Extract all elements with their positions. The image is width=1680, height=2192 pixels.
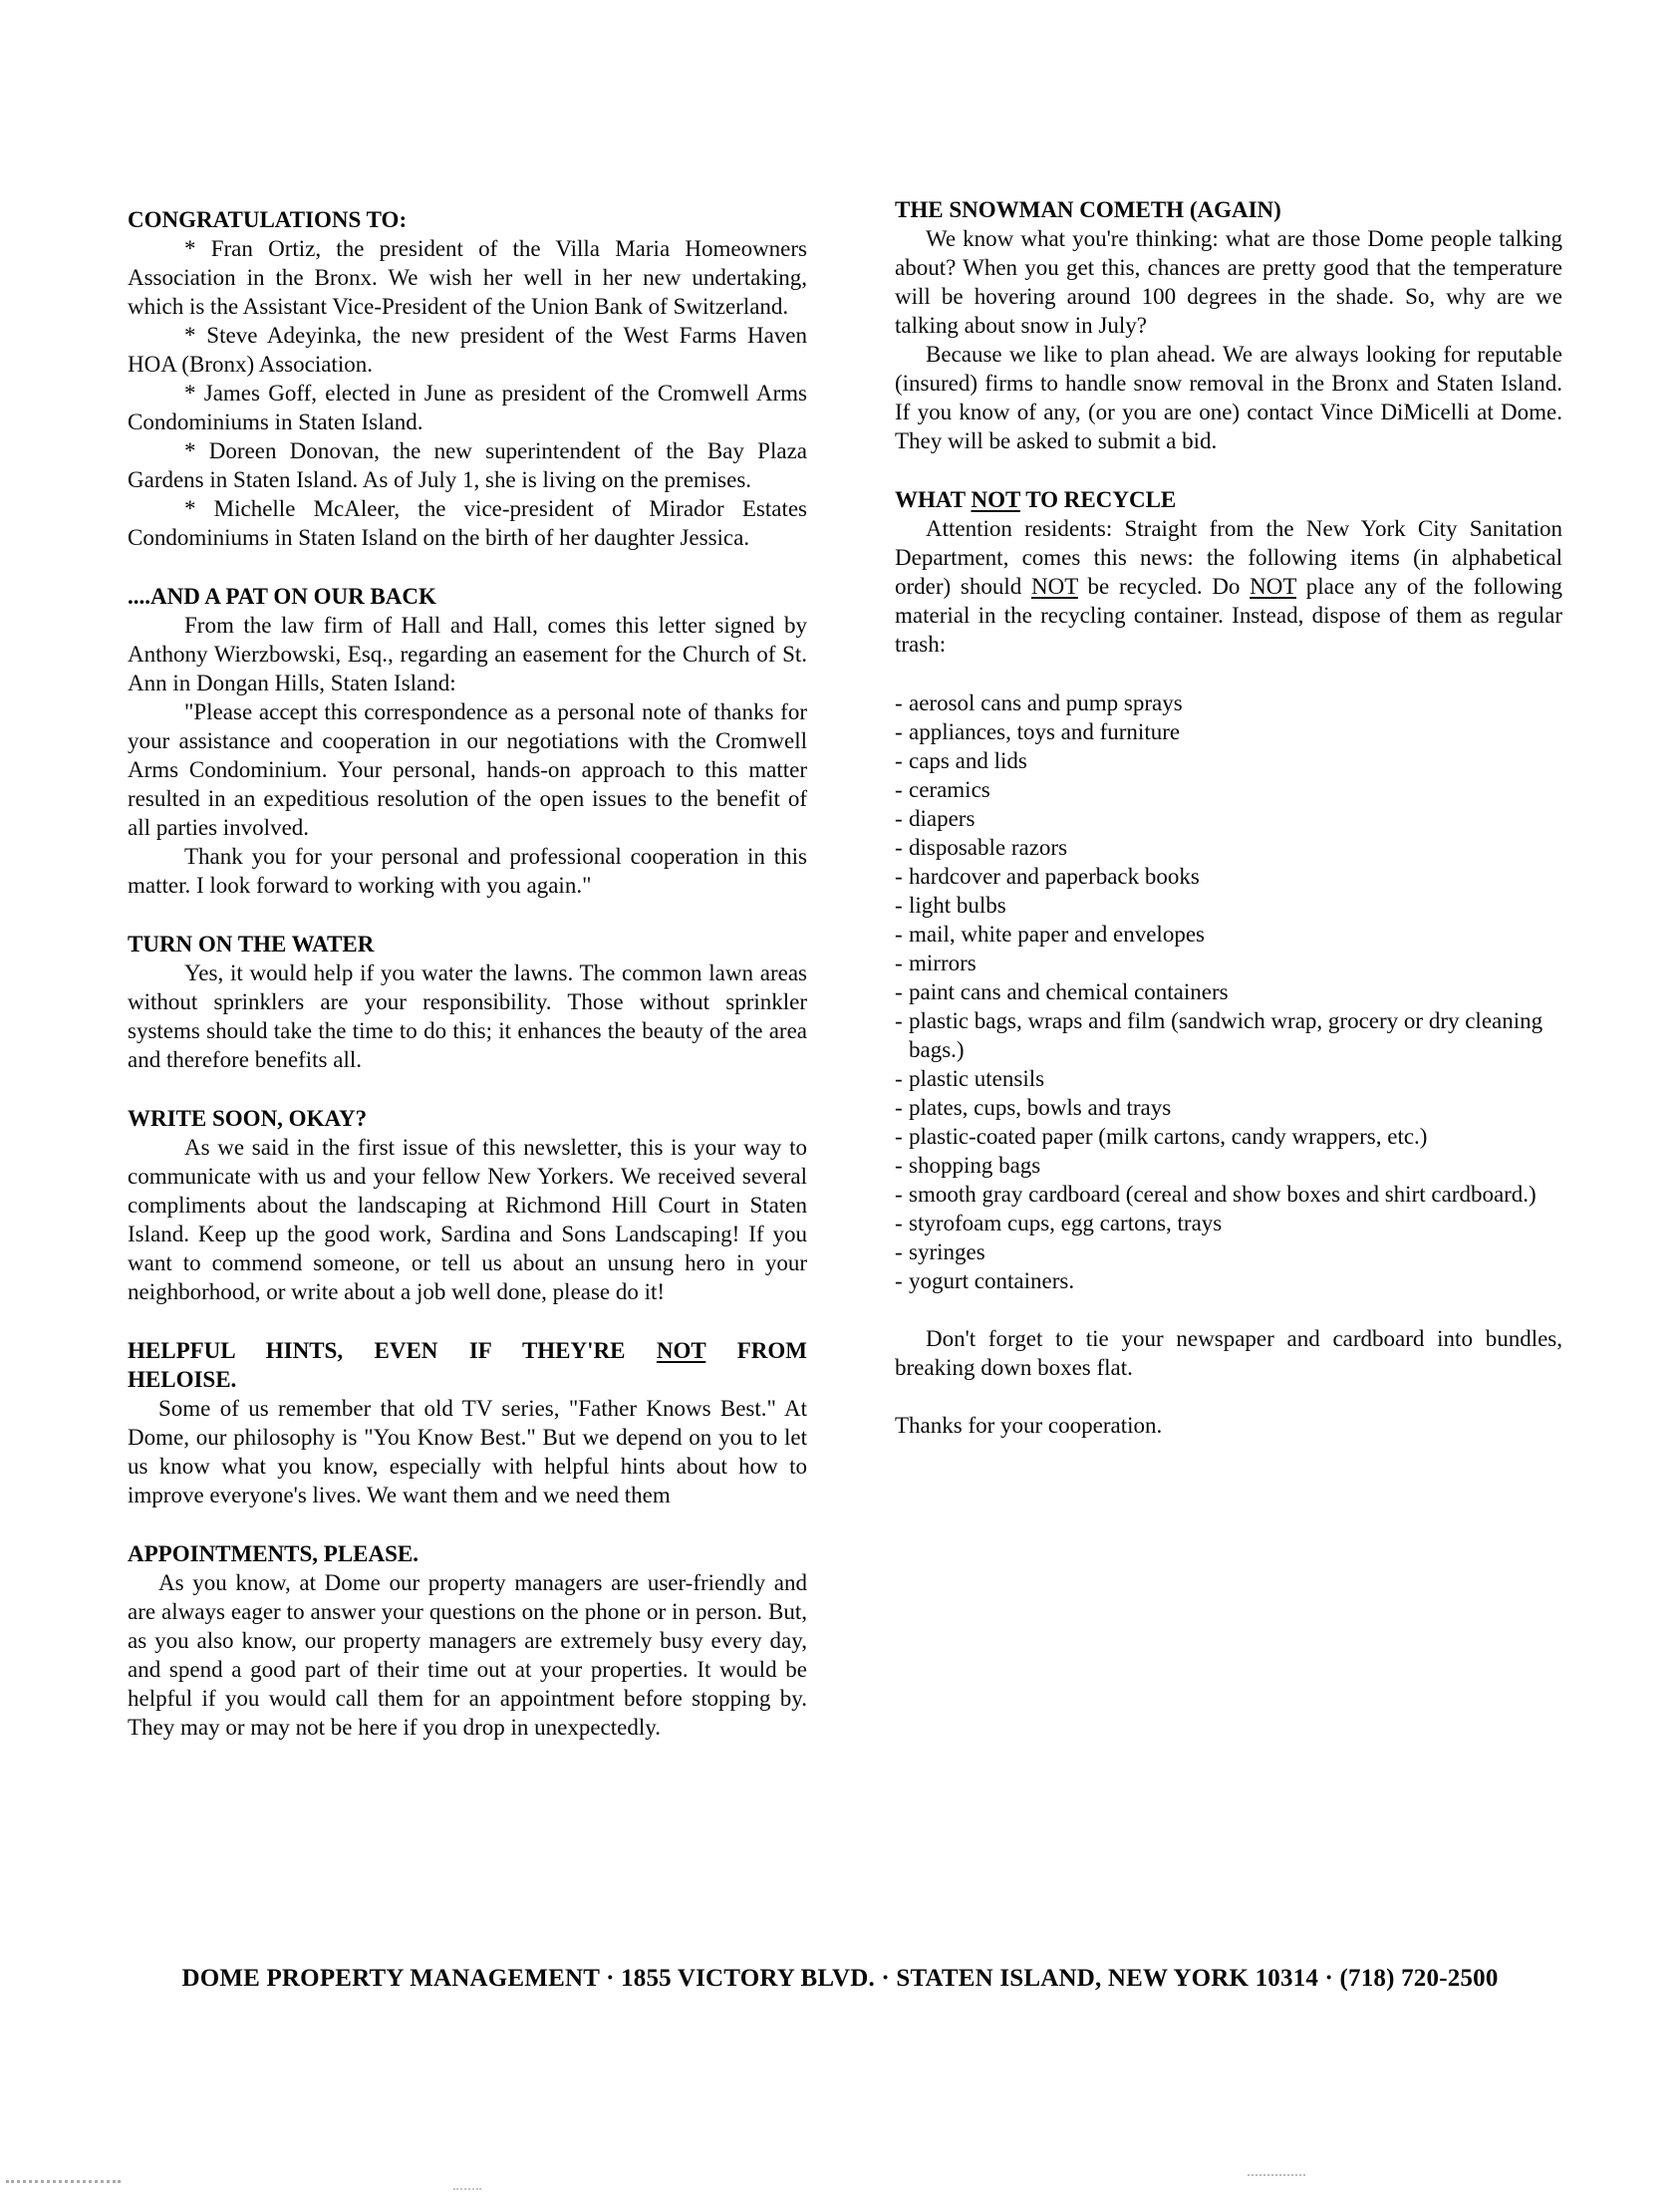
list-item xyxy=(895,920,1562,949)
list-item xyxy=(895,833,1562,862)
list-item-text: hardcover and paperback books xyxy=(909,864,1200,889)
list-item-text: plates, cups, bowls and trays xyxy=(909,1095,1172,1120)
recycle-list xyxy=(895,688,1562,1295)
helpful-hints-heading-line2: HELOISE. xyxy=(128,1367,237,1392)
list-item-text: yogurt containers. xyxy=(909,1268,1075,1293)
helpful-hints-heading xyxy=(128,1336,807,1394)
scan-artifact xyxy=(6,2180,121,2183)
congratulations-heading: CONGRATULATIONS TO: xyxy=(128,207,408,232)
heading-underlined-word: NOT xyxy=(971,487,1020,512)
list-item-text: plastic utensils xyxy=(909,1066,1045,1091)
list-item-text: mirrors xyxy=(909,951,977,975)
list-bullet: - xyxy=(895,719,903,744)
list-bullet: - xyxy=(895,922,903,947)
list-bullet: - xyxy=(895,893,903,918)
left-column xyxy=(128,205,807,1742)
list-bullet: - xyxy=(895,1124,903,1149)
paragraph-text: place any of the following material in the recycling container. Instead, dispose of them as regular trash: xyxy=(895,574,1563,657)
list-item xyxy=(895,1122,1562,1151)
list-bullet: - xyxy=(895,806,903,831)
list-bullet: - xyxy=(895,979,903,1004)
list-item-text: syringes xyxy=(909,1239,985,1264)
list-item-text: shopping bags xyxy=(909,1153,1041,1178)
paragraph: Because we like to plan ahead. We are always looking for reputable (insured) firms to handle snow removal in the Bronx and Staten Island. If you know of any, (or you are one) contact Vince DiMicelli at Dome. They will be asked to submit a bid. xyxy=(895,342,1562,453)
list-bullet: - xyxy=(895,835,903,860)
list-item xyxy=(895,717,1562,746)
list-item xyxy=(895,1180,1562,1209)
list-item-text: appliances, toys and furniture xyxy=(909,719,1181,744)
list-item xyxy=(895,862,1562,891)
list-item-text: caps and lids xyxy=(909,748,1027,773)
list-item xyxy=(895,804,1562,833)
list-item xyxy=(895,688,1562,717)
list-item-text: plastic-coated paper (milk cartons, candy wrappers, etc.) xyxy=(909,1124,1428,1149)
paragraph-text: be recycled. Do xyxy=(1077,574,1251,599)
list-item-text: disposable razors xyxy=(909,835,1068,860)
section-write-soon xyxy=(128,1104,807,1306)
list-bullet: - xyxy=(895,1066,903,1091)
list-bullet: - xyxy=(895,1008,903,1033)
list-item xyxy=(895,1093,1562,1122)
paragraph: Yes, it would help if you water the lawns. The common lawn areas without sprinklers are your responsibility. Those without sprinkler systems should take the time to do this; it enhances the beauty of the area and therefore benefits all. xyxy=(128,960,807,1072)
paragraph: "Please accept this correspondence as a personal note of thanks for your assistance and cooperation in our negotiations with the Cromwell Arms Condominium. Your personal, hands-on approach to this matter resulted in an expeditious resolution of the open issues to the benefit of all parties involved. xyxy=(128,699,807,840)
list-bullet: - xyxy=(895,1211,903,1235)
pat-on-back-heading: ....AND A PAT ON OUR BACK xyxy=(128,584,436,609)
underlined-word: NOT xyxy=(1250,574,1297,599)
list-item-text: mail, white paper and envelopes xyxy=(909,922,1205,947)
list-item xyxy=(895,1151,1562,1180)
list-bullet: - xyxy=(895,777,903,802)
list-item-text: aerosol cans and pump sprays xyxy=(909,690,1183,715)
list-item xyxy=(895,1237,1562,1266)
section-congratulations xyxy=(128,205,807,552)
turn-on-water-heading: TURN ON THE WATER xyxy=(128,932,375,957)
helpful-hints-heading-line1 xyxy=(128,1336,807,1365)
heading-text: FROM xyxy=(705,1338,807,1363)
paragraph: We know what you're thinking: what are those Dome people talking about? When you get this, chances are pretty good that the temperature will be hovering around 100 degrees in the shade. So, why are we talking about snow in July? xyxy=(895,226,1562,338)
paragraph: Thanks for your cooperation. xyxy=(895,1413,1163,1438)
paragraph: * Michelle McAleer, the vice-president of Mirador Estates Condominiums in Staten Island on the birth of her daughter Jessica. xyxy=(128,496,807,550)
list-item-text: plastic bags, wraps and film (sandwich wrap, grocery or dry cleaning bags.) xyxy=(909,1008,1543,1062)
list-item-text: light bulbs xyxy=(909,893,1006,918)
paragraph: Don't forget to tie your newspaper and cardboard into bundles, breaking down boxes flat. xyxy=(895,1326,1562,1380)
list-bullet: - xyxy=(895,748,903,773)
heading-underlined-word: NOT xyxy=(656,1338,706,1363)
list-item-text: paint cans and chemical containers xyxy=(909,979,1229,1004)
paragraph: From the law firm of Hall and Hall, comes this letter signed by Anthony Wierzbowski, Esq., regarding an easement for the Church of St. Ann in Dongan Hills, Staten Island: xyxy=(128,613,807,695)
paragraph-text: Attention residents: Straight from the New York City Sanitation Department, comes this news: the following items (in alphabetical order) should xyxy=(895,516,1562,599)
paragraph: Thank you for your personal and professional cooperation in this matter. I look forward to working with you again." xyxy=(128,844,807,898)
underlined-word: NOT xyxy=(1030,574,1078,599)
list-bullet: - xyxy=(895,1268,903,1293)
section-appointments xyxy=(128,1539,807,1742)
list-item xyxy=(895,977,1562,1006)
list-item xyxy=(895,949,1562,977)
heading-text: WHAT xyxy=(895,487,972,512)
section-snowman xyxy=(895,195,1562,455)
list-item xyxy=(895,746,1562,775)
list-bullet: - xyxy=(895,1182,903,1207)
list-item xyxy=(895,1064,1562,1093)
paragraph: * Doreen Donovan, the new superintendent of the Bay Plaza Gardens in Staten Island. As of July 1, she is living on the premises. xyxy=(128,438,807,492)
section-turn-on-water xyxy=(128,930,807,1074)
list-item xyxy=(895,891,1562,920)
list-item xyxy=(895,1266,1562,1295)
snowman-heading: THE SNOWMAN COMETH (AGAIN) xyxy=(895,197,1281,222)
heading-text: HELPFUL HINTS, EVEN IF THEY'RE xyxy=(128,1338,657,1363)
list-item-text: smooth gray cardboard (cereal and show boxes and shirt cardboard.) xyxy=(909,1182,1537,1207)
section-helpful-hints xyxy=(128,1336,807,1509)
paragraph: Some of us remember that old TV series, "Father Knows Best." At Dome, our philosophy is "You Know Best." But we depend on you to let us know what you know, especially with helpful hints about how to improve everyone's lives. We want them and we need them xyxy=(128,1396,807,1507)
paragraph: * Fran Ortiz, the president of the Villa Maria Homeowners Association in the Bronx. We wish her well in her new undertaking, which is the Assistant Vice-President of the Union Bank of Switzerland. xyxy=(128,236,807,319)
section-pat-on-back xyxy=(128,582,807,900)
right-column xyxy=(895,195,1562,1440)
list-item xyxy=(895,1209,1562,1237)
scan-artifact xyxy=(1248,2174,1305,2176)
write-soon-heading: WRITE SOON, OKAY? xyxy=(128,1106,368,1131)
heading-text: TO RECYCLE xyxy=(1019,487,1177,512)
scan-artifact xyxy=(453,2188,481,2190)
list-bullet: - xyxy=(895,1239,903,1264)
paragraph: As you know, at Dome our property managers are user-friendly and are always eager to answer your questions on the phone or in person. But, as you also know, our property managers are extremely busy every day, and spend a good part of their time out at your properties. It would be helpful if you would call them for an appointment before stopping by. They may or may not be here if you drop in unexpectedly. xyxy=(128,1570,807,1740)
list-item-text: styrofoam cups, egg cartons, trays xyxy=(909,1211,1223,1235)
appointments-heading: APPOINTMENTS, PLEASE. xyxy=(128,1541,420,1566)
list-item-text: ceramics xyxy=(909,777,990,802)
list-bullet: - xyxy=(895,864,903,889)
recycle-intro-paragraph xyxy=(895,514,1562,659)
list-bullet: - xyxy=(895,951,903,975)
list-item xyxy=(895,775,1562,804)
recycle-heading xyxy=(895,485,1562,514)
list-item-text: diapers xyxy=(909,806,976,831)
section-what-not-to-recycle xyxy=(895,485,1562,1440)
paragraph: As we said in the first issue of this newsletter, this is your way to communicate with us and your fellow New Yorkers. We received several compliments about the landscaping at Richmond Hill Court in Staten Island. Keep up the good work, Sardina and Sons Landscaping! If you want to commend someone, or tell us about an unsung hero in your neighborhood, or write about a job well done, please do it! xyxy=(128,1135,807,1304)
list-bullet: - xyxy=(895,1095,903,1120)
list-item xyxy=(895,1006,1562,1064)
paragraph: * James Goff, elected in June as president of the Cromwell Arms Condominiums in Staten Island. xyxy=(128,381,807,434)
page-footer: DOME PROPERTY MANAGEMENT · 1855 VICTORY BLVD. · STATEN ISLAND, NEW YORK 10314 · (718) 720-2500 xyxy=(181,1965,1499,1992)
list-bullet: - xyxy=(895,690,903,715)
paragraph: * Steve Adeyinka, the new president of the West Farms Haven HOA (Bronx) Association. xyxy=(128,323,807,377)
list-bullet: - xyxy=(895,1153,903,1178)
